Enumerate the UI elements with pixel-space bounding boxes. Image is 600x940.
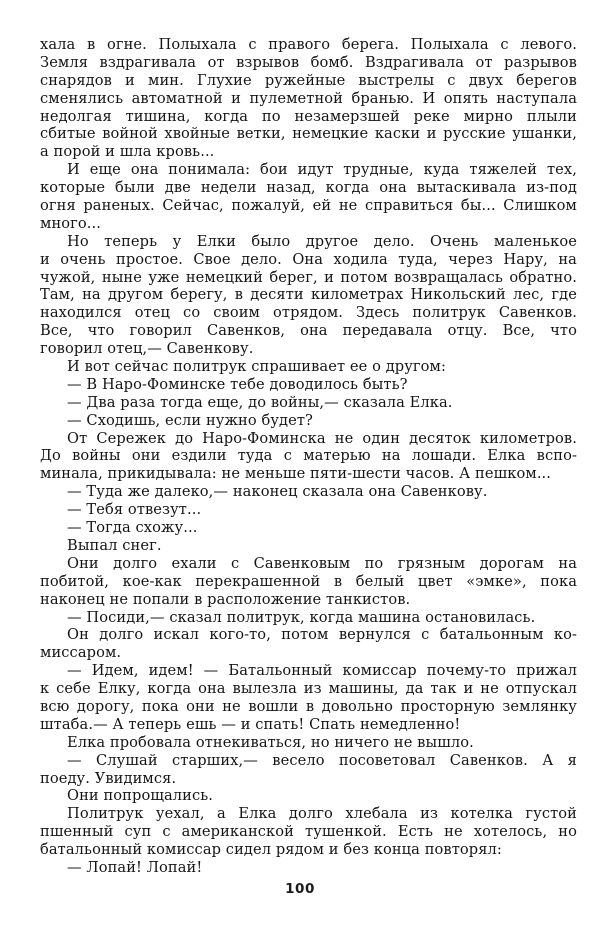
text-line: чужой, ныне уже немецкий берег, и потом возвращалась обратно. xyxy=(40,268,577,286)
text-line: миссаром. xyxy=(40,644,122,662)
text-line: Там, на другом берегу, в десяти километрах Никольский лес, где xyxy=(40,286,577,304)
text-line: Но теперь у Елки было другое дело. Очень маленькое xyxy=(67,232,577,250)
text-line: И еще она понимала: бои идут трудные, куда тяжелей тех, xyxy=(67,161,577,179)
text-line: к себе Елку, когда она вылезла из машины, да так и не отпускал xyxy=(40,680,577,698)
text-line: говорил отец,— Савенкову. xyxy=(40,340,254,358)
text-line: — В Наро-Фоминске тебе доводилось быть? xyxy=(67,375,408,393)
text-line: сбитые войной хвойные ветки, немецкие каски и русские ушанки, xyxy=(40,125,577,143)
text-line: минала, прикидывала: не меньше пяти-шести часов. А пешком... xyxy=(40,465,552,483)
text-line: — Лопай! Лопай! xyxy=(67,858,203,876)
text-line: — Два раза тогда еще, до войны,— сказала Елка. xyxy=(67,393,453,411)
text-line: — Тогда схожу... xyxy=(67,519,198,537)
text-line: поеду. Увидимся. xyxy=(40,769,177,787)
text-line: пшенный суп с американской тушенкой. Есть не хотелось, но xyxy=(40,823,577,841)
text-line: много... xyxy=(40,214,102,232)
text-line: — Слушай старших,— весело посоветовал Савенков. А я xyxy=(67,751,577,769)
page-number: 100 xyxy=(285,881,315,897)
text-line: и очень простое. Свое дело. Она ходила туда, через Нару, на xyxy=(40,250,577,268)
text-line: наконец не попали в расположение танкистов. xyxy=(40,590,411,608)
text-line: снарядов и мин. Глухие ружейные выстрелы с двух берегов xyxy=(40,71,577,89)
text-line: До войны они ездили туда с матерью на лошади. Елка вспо- xyxy=(40,447,577,465)
text-line: Выпал снег. xyxy=(67,536,162,554)
text-line: огня раненых. Сейчас, пожалуй, ей не справиться бы... Слишком xyxy=(40,197,577,215)
text-line: недолгая тишина, когда по незамерзшей реке мирно плыли xyxy=(40,107,577,125)
text-line: которые были две недели назад, когда она вытаскивала из-под xyxy=(40,179,577,197)
text-line: Елка пробовала отнекиваться, но ничего не вышло. xyxy=(67,733,474,751)
text-line: батальонный комиссар сидел рядом и без конца повторял: xyxy=(40,841,502,859)
text-line: Все, что говорил Савенков, она передавала отцу. Все, что xyxy=(40,322,577,340)
text-line: — Тебя отвезут... xyxy=(67,501,202,519)
text-line: хала в огне. Полыхала с правого берега. Полыхала с левого. xyxy=(40,36,577,53)
text-line: — Сходишь, если нужно будет? xyxy=(67,411,313,429)
text-line: И вот сейчас политрук спрашивает ее о другом: xyxy=(67,358,447,376)
text-line: От Сережек до Наро-Фоминска не один десяток километров. xyxy=(67,429,577,447)
text-line: штаба.— А теперь ешь — и спать! Спать немедленно! xyxy=(40,715,461,733)
text-line: Они долго ехали с Савенковым по грязным дорогам на xyxy=(67,554,577,572)
text-block xyxy=(40,36,577,877)
text-line: Политрук уехал, а Елка долго хлебала из котелка густой xyxy=(67,805,577,823)
text-line: — Идем, идем! — Батальонный комиссар почему-то прижал xyxy=(67,662,577,680)
text-line: — Посиди,— сказал политрук, когда машина остановилась. xyxy=(67,608,536,626)
text-line: находился отец со своим отрядом. Здесь политрук Савенков. xyxy=(40,304,577,322)
text-line: Они попрощались. xyxy=(67,787,214,805)
text-line: Земля вздрагивала от взрывов бомб. Вздрагивала от разрывов xyxy=(40,53,577,71)
text-line: сменялись автоматной и пулеметной бранью. И опять наступала xyxy=(40,89,577,107)
text-line: — Туда же далеко,— наконец сказала она Савенкову. xyxy=(67,483,488,501)
text-line: всю дорогу, пока они не вошли в довольно просторную землянку xyxy=(40,697,577,715)
text-line: а порой и шла кровь... xyxy=(40,143,215,161)
text-line: побитой, кое-как перекрашенной в белый цвет «эмке», пока xyxy=(40,572,577,590)
text-line: Он долго искал кого-то, потом вернулся с батальонным ко- xyxy=(67,626,577,644)
